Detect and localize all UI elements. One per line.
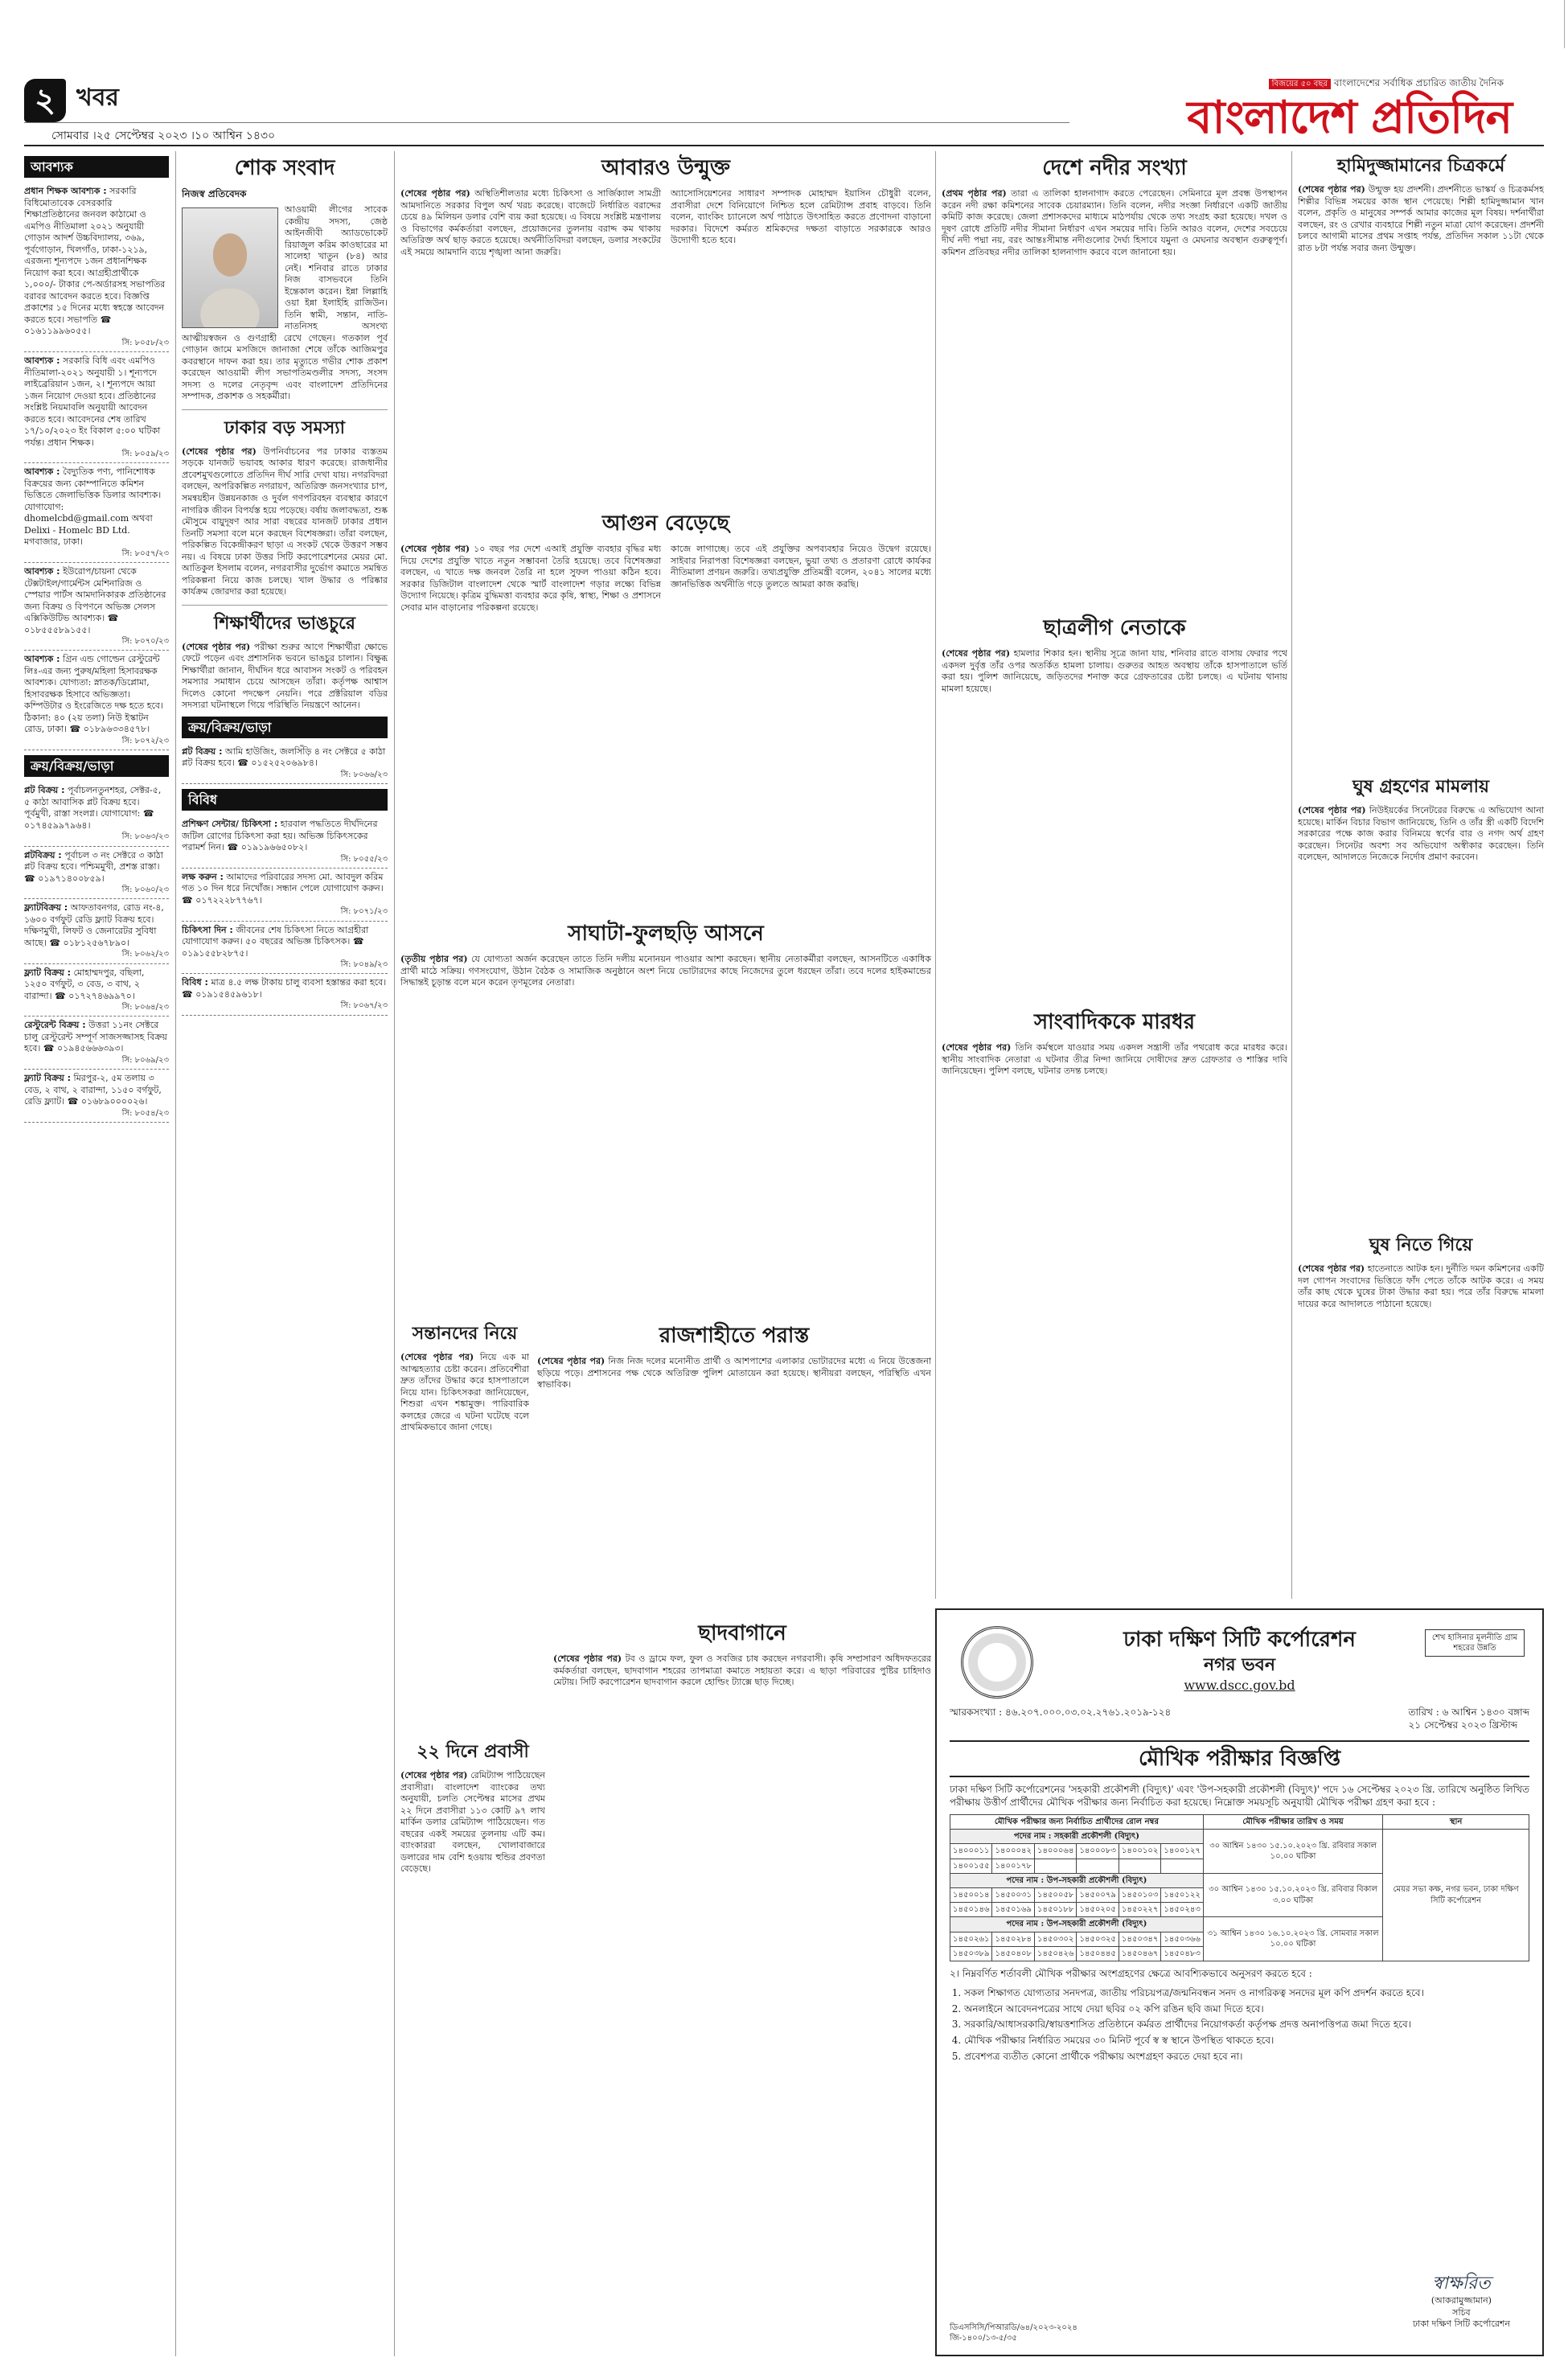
ghush2-story xyxy=(1298,1230,1544,1592)
dscc-seal-icon xyxy=(961,1626,1033,1698)
classified-ad xyxy=(24,352,169,463)
classified-ad xyxy=(24,563,169,651)
condition-item: 2. অনলাইনে আবেদনপত্রের সাথে দেয়া ছবির ০২ কপি রঙিন ছবি জমা দিতে হবে। xyxy=(964,2003,1529,2016)
shaghata-text: (তৃতীয় পৃষ্ঠার পর) যে যোগ্যতা অর্জন করেছেন তাতে তিনি দলীয় মনোনয়ন পাওয়ার আশা করছেন। স্থানীয় নেতাকর্মীরা বলছেন, আসনটিতে একাধিক প্রার্থী মাঠে সক্রিয়। গণসংযোগ, উঠান বৈঠক ও সামাজিক অনুষ্ঠানে অংশ নিয়ে ভোটারদের কাছে নিজেদের তুলে ধরছেন তাঁরা। তবে দলের হাইকমান্ডের সিদ্ধান্তই চূড়ান্ত বলে মনে করেন তৃণমূলের নেতারা। xyxy=(400,954,931,988)
classified-ad-ref: সি: ৮০৬৭/২৩ xyxy=(340,1001,388,1011)
notice-org2: নগর ভবন xyxy=(1203,1655,1276,1676)
hamid-story xyxy=(1298,151,1544,762)
notice-org: ঢাকা দক্ষিণ সিটি কর্পোরেশন xyxy=(1123,1628,1356,1652)
classified-heading: বিবিধ xyxy=(182,789,388,811)
classified-ad-title: ফ্ল্যাট বিক্রয় : xyxy=(24,967,72,978)
classified-ad xyxy=(24,183,169,352)
classified-ad xyxy=(182,743,388,784)
signature-mark: স্বাক্ষরিত xyxy=(1432,2273,1491,2294)
roll-cell: ১৪৫০১২২ xyxy=(1161,1888,1203,1903)
chhad-story xyxy=(553,1616,931,2356)
probashi-story xyxy=(400,1737,545,2356)
roll-cell: ১৪০০০৪২ xyxy=(992,1844,1034,1859)
roll-cell: ১৪৫০০১৪ xyxy=(950,1888,992,1903)
column-rule xyxy=(935,151,936,1599)
classified-ad xyxy=(24,899,169,963)
notice-code: ডিএসসিসি/পিআরডি/৬৪/২০২৩-২০২৪ জি-১৪০০/১৩-৫/৩৫ xyxy=(950,2323,1077,2343)
classified-ad-title: প্লটবিক্রয় : xyxy=(24,849,62,860)
table-header-place: স্থান xyxy=(1383,1815,1529,1830)
condition-item: 5. প্রবেশপত্র ব্যতীত কোনো প্রার্থীকে পরীক্ষায় অংশগ্রহণ করতে দেয়া হবে না। xyxy=(964,2051,1529,2064)
classified-heading: ক্রয়/বিক্রয়/ভাড়া xyxy=(182,717,388,738)
classified-ad-text: মাত্র ৪.৫ লক্ষ টাকায় চালু ব্যবসা হস্তান্তর করা হবে। ☎ ০১৯১৫৪৫৯৬১৮। xyxy=(182,977,387,1000)
child-story xyxy=(400,1319,529,1721)
classified-ad-ref: সি: ৮০৭১/২৩ xyxy=(340,907,388,917)
classified-ad xyxy=(24,463,169,563)
roll-cell: ১৪৫০০৫৮ xyxy=(1034,1888,1076,1903)
classified-ad-text: সরকারি বিধি এবং এমপিও নীতিমালা-২০২১ অনুযায়ী ১। শূন্যপদে লাইব্রেরিয়ান ১জন, ২। শূন্যপদে আয়া ১জন নিয়োগ দেওয়া হবে। প্রতিষ্ঠানের সংশ্লিষ্ট নিয়মাবলি অনুযায়ী আবেদন করতে হবে। আবেদনের শেষ তারিখ ১৭/১০/২০২৩ ইং বিকাল ৫:০০ ঘটিকা পর্যন্ত। প্রধান শিক্ষক। xyxy=(24,355,161,448)
classified-ad xyxy=(24,782,169,846)
classified-ad-ref: সি: ৮০৭০/২৩ xyxy=(121,637,169,647)
notice-conditions xyxy=(950,1987,1529,2064)
classified-ad-title: আবশ্যক : xyxy=(24,566,60,577)
post-name-cell: পদের নাম : উপ-সহকারী প্রকৌশলী (বিদ্যুৎ) xyxy=(950,1873,1204,1887)
table-header-roll: মৌখিক পরীক্ষার জন্য নির্বাচিত প্রার্থীদের রোল নম্বর xyxy=(950,1815,1204,1830)
classified-heading: আবশ্যক xyxy=(24,156,169,178)
schedule-cell: ৩১ আশ্বিন ১৪৩০ ১৬.১০.২০২৩ খ্রি. সোমবার সকাল ১০.০০ ঘটিকা xyxy=(1203,1917,1382,1961)
classified-ad-ref: সি: ৮০৪৯/২৩ xyxy=(340,960,388,970)
classified-ad-ref: সি: ৮০৬৩/২৩ xyxy=(121,832,169,842)
ghush2-headline: ঘুষ নিতে গিয়ে xyxy=(1369,1235,1473,1255)
roll-cell: ১৪৫০৪২৬ xyxy=(1034,1946,1076,1961)
dhaka-text: (শেষের পৃষ্ঠার পর) উপনির্বাচনের পর ঢাকার ব্যস্ততম সড়কে যানজট ভয়াবহ আকার ধারণ করেছে। রাজধানীর প্রবেশমুখগুলোতে প্রতিদিন দীর্ঘ সারি দেখা যায়। নগরবিদরা বলছেন, অপরিকল্পিত নগরায়ণ, অতিরিক্ত জনসংখ্যার চাপ, সমন্বয়হীন উন্নয়নকাজ ও দুর্বল গণপরিবহন ব্যবস্থার কারণে নাগরিক জীবন বিপর্যস্ত হয়ে পড়েছে। বর্ষায় জলাবদ্ধতা, শুষ্ক মৌসুমে বায়ুদূষণ আর সারা বছরের যানজট ঢাকার প্রধান তিনটি সমস্যা বলে মনে করছেন বিশেষজ্ঞরা। তাঁরা বলছেন, পরিকল্পিত বিকেন্দ্রীকরণ ছাড়া এ সংকট থেকে উত্তরণ সম্ভব নয়। এ বিষয়ে ঢাকা উত্তর সিটি করপোরেশনের মেয়র মো. আতিকুল ইসলাম বলেন, নগরবাসীর দুর্ভোগ কমাতে সমন্বিত পরিকল্পনা নিয়ে কাজ চলছে। খাল উদ্ধার ও পরিষ্কার কার্যক্রম জোরদার করা হয়েছে। xyxy=(182,446,388,598)
roll-cell: ১৪৫০০৭৯ xyxy=(1077,1888,1119,1903)
roll-cell: ১৪০০১৭৮ xyxy=(992,1859,1034,1873)
river-headline: দেশে নদীর সংখ্যা xyxy=(1042,156,1187,180)
classified-ad xyxy=(182,815,388,869)
column-rule xyxy=(175,151,176,2356)
roll-cell: ১৪৫০৪৬৭ xyxy=(1119,1946,1160,1961)
unsafe-text-1: (শেষের পৃষ্ঠার পর) অস্থিতিশীলতার মধ্যে চিকিৎসা ও সার্জিক্যাল সামগ্রী আমদানিতে সরকার বিপুল অর্থ খরচ করেছে। বাজেটে নির্ধারিত বরাদ্দের চেয়ে ৪৯ মিলিয়ন ডলার বেশি ব্যয় করা হয়েছে। এ বিষয়ে সংশ্লিষ্ট মন্ত্রণালয় ও বিভাগের কর্মকর্তারা বলছেন, প্রয়োজনের তুলনায় বরাদ্দ কম থাকায় অতিরিক্ত অর্থ ছাড় করতে হয়েছে। অর্থনীতিবিদরা বলছেন, ডলার সংকটের এই সময়ে আমদানি ব্যয়ে শৃঙ্খলা আনা জরুরি। xyxy=(400,188,662,257)
classified-ad-ref: সি: ৮০৬২/২৩ xyxy=(121,950,169,959)
notice-title: মৌখিক পরীক্ষার বিজ্ঞপ্তি xyxy=(950,1740,1529,1777)
sangbadik-story xyxy=(942,1005,1287,1592)
classified-ad-title: প্রশিক্ষণ সেন্টার/ চিকিৎসা : xyxy=(182,819,278,830)
classified-ad-text: মোহাম্মদপুর, বছিলা, ১২৫০ বর্গফুট, ৩ বেড, ৩ বাথ, ২ বারান্দা। ☎ ০১৭২৭৪৬৯৯৭০। xyxy=(24,967,145,1001)
roll-cell: ১৪৫০১৪৬ xyxy=(950,1903,992,1917)
left-news-column xyxy=(182,151,388,2356)
obituary-portrait xyxy=(182,207,278,328)
roll-cell: ১৪৫০৩২৫ xyxy=(1077,1932,1119,1946)
classified-ad-text: গ্রিন এন্ড গোল্ডেন রেস্টুরেন্ট লিঃ-এর জন্য পুরুষ/মহিলা হিসাবরক্ষক আবশ্যক। যোগ্যতা: স্নাতক/ডিপ্লোমা, হিসাবরক্ষক হিসাবে অভিজ্ঞতা। কম্পিউটার ও ইংরেজিতে দক্ষ হতে হবে। ঠিকানা: ৪০ (২য় তলা) নিউ ইস্কাটন রোড, ঢাকা। ☎ ০১৮৯৬৩৩৪৫৭৮। xyxy=(24,654,163,735)
chhatra-story xyxy=(942,611,1287,997)
classified-ad-ref: সি: ৮০৬০/২৩ xyxy=(121,885,169,895)
unsafe-headline: আবারও উন্মুক্ত xyxy=(601,156,730,180)
classified-ad-ref: সি: ৮০৫৪/২৩ xyxy=(121,1108,169,1118)
story-divider xyxy=(182,409,388,410)
child-headline: সন্তানদের নিয়ে xyxy=(412,1324,518,1344)
schedule-cell: ৩০ আশ্বিন ১৪৩০ ১৫.১০.২০২৩ খ্রি. রবিবার সকাল ১০.০০ ঘটিকা xyxy=(1203,1830,1382,1874)
classified-ad-text: মিরপুর-২, ৫ম তলায় ৩ বেড, ২ বাথ, ২ বারান্দা, ১১৫০ বর্গফুট, রেডি ফ্ল্যাট। ☎ ০১৬৮৯০০০০২৬। xyxy=(24,1073,162,1107)
hamid-text: (শেষের পৃষ্ঠার পর) উন্মুক্ত হয় প্রদর্শনী। প্রদর্শনীতে ভাস্কর্য ও চিত্রকর্মসহ শিল্পীর বিভিন্ন সময়ের কাজ স্থান পেয়েছে। শিল্পী হামিদুজ্জামান খান বলেন, প্রকৃতি ও মানুষের সম্পর্ক আমার কাজের মূল বিষয়। দর্শনার্থীরা বলছেন, রং ও রেখার ব্যবহারে শিল্পী নতুন মাত্রা যোগ করেছেন। প্রদর্শনী চলবে আগামী মাসের প্রথম সপ্তাহ পর্যন্ত, প্রতিদিন সকাল ১১টা থেকে রাত ৮টা পর্যন্ত সবার জন্য উন্মুক্ত। xyxy=(1298,184,1544,253)
heat-headline: আগুন বেড়েছে xyxy=(601,511,730,536)
classified-ad-title: প্লট বিক্রয় : xyxy=(182,745,223,757)
notice-memo: স্মারকসংখ্যা : ৪৬.২০৭.০০০.০৩.০২.২৭৬১.২০১৯-১২৪ xyxy=(950,1707,1172,1719)
classified-ad-text: উত্তরা ১১নং সেক্টরে চালু রেস্টুরেন্ট সম্পূর্ণ সাজসজ্জাসহ বিক্রয় হবে। ☎ ০১৯৪৫৬৬৬৩৯৩। xyxy=(24,1020,167,1054)
classified-ad-title: ফ্ল্যাট বিক্রয় : xyxy=(24,1073,72,1083)
classified-ad-title: প্লট বিক্রয় : xyxy=(24,785,65,796)
classified-ad-ref: সি: ৮০৭২/২৩ xyxy=(121,737,169,745)
classified-ad-title: লক্ষ করুন : xyxy=(182,871,224,882)
roll-cell: ১৪৫০৩০২ xyxy=(1034,1932,1076,1946)
roll-cell: ১৪৫০৪০৮ xyxy=(992,1946,1034,1961)
roll-cell: ১৪৫০২৪৩ xyxy=(1161,1903,1203,1917)
tag-badge: বিজয়ের ৫০ বছর xyxy=(1269,79,1331,89)
ghush-text: (শেষের পৃষ্ঠার পর) নিউইয়র্কের সিনেটরের বিরুদ্ধে এ অভিযোগ আনা হয়েছে। মার্কিন বিচার বিভাগ জানিয়েছে, তিনি ও তাঁর স্ত্রী একটি বিদেশি সরকারের পক্ষে কাজ করার বিনিময়ে স্বর্ণের বার ও নগদ অর্থ গ্রহণ করেছেন। সিনেটর অবশ্য সব অভিযোগ অস্বীকার করেছেন। তিনি বলেছেন, আদালতে নিজেকে নির্দোষ প্রমাণ করবেন। xyxy=(1298,805,1544,863)
classified-ad-ref: সি: ৮০৬৪/২৩ xyxy=(121,1003,169,1012)
dscc-notice xyxy=(935,1608,1544,2356)
sangbadik-text: (শেষের পৃষ্ঠার পর) তিনি কর্মস্থলে যাওয়ার সময় একদল সন্ত্রাসী তাঁর পথরোধ করে মারধর করে। স্থানীয় সাংবাদিক নেতারা এ ঘটনার তীব্র নিন্দা জানিয়ে দোষীদের দ্রুত গ্রেফতার ও শাস্তির দাবি জানিয়েছেন। পুলিশ বলছে, ঘটনার তদন্ত চলছে। xyxy=(942,1042,1287,1077)
shaghata-headline: সাঘাটা-ফুলছড়ি আসনে xyxy=(568,922,764,946)
classified-ad-text: হারবাল পদ্ধতিতে দীর্ঘদিনের জটিল রোগের চিকিৎসা করা হয়। অভিজ্ঞ চিকিৎসকের পরামর্শ নিন। ☎ ০১৯১৯৬৬৫০৮২। xyxy=(182,819,378,853)
schedule-cell: ৩০ আশ্বিন ১৪৩০ ১৫.১০.২০২৩ খ্রি. রবিবার বিকাল ৩.০০ ঘটিকা xyxy=(1203,1873,1382,1917)
roll-cell: ১৪৫০৪৮৩ xyxy=(1161,1946,1203,1961)
rajshahi-story xyxy=(537,1319,931,1608)
roll-cell: ১৪৫০২০৫ xyxy=(1077,1903,1119,1917)
classified-ad-text: পূর্বাচল ৩ নং সেক্টরে ৩ কাঠা প্লট বিক্রয় হবে। পশ্চিমমুখী, প্রশস্ত রাস্তা। ☎ ০১৯৭১৪০০৮৫৯। xyxy=(24,849,163,884)
classified-ad-title: ফ্ল্যাটবিক্রয় : xyxy=(24,902,68,914)
table-header-date: মৌখিক পরীক্ষার তারিখ ও সময় xyxy=(1203,1815,1382,1830)
tagline-text: বাংলাদেশের সর্বাধিক প্রচারিত জাতীয় দৈনিক xyxy=(1333,77,1504,88)
heat-story xyxy=(400,507,931,909)
roll-cell: ১৪৫০৪৪৫ xyxy=(1077,1946,1119,1961)
condition-item: 4. মৌখিক পরীক্ষার নির্ধারিত সময়ের ৩০ মিনিট পূর্বে স্ব স্ব স্থানে উপস্থিত থাকতে হবে। xyxy=(964,2035,1529,2047)
classified-ad-title: প্রধান শিক্ষক আবশ্যক : xyxy=(24,186,107,197)
chhatra-headline: ছাত্রলীগ নেতাকে xyxy=(1043,616,1186,640)
roll-cell: ১৪৫০০৩১ xyxy=(992,1888,1034,1903)
post-name-cell: পদের নাম : উপ-সহকারী প্রকৌশলী (বিদ্যুৎ) xyxy=(950,1917,1204,1932)
classified-ad xyxy=(24,964,169,1017)
roll-cell: ১৪৫০১০৩ xyxy=(1119,1888,1160,1903)
chhatra-text: (শেষের পৃষ্ঠার পর) হামলার শিকার হন। স্থানীয় সূত্রে জানা যায়, শনিবার রাতে বাসায় ফেরার পথে একদল দুর্বৃত্ত তাঁর ওপর অতর্কিত হামলা চালায়। গুরুতর আহত অবস্থায় তাঁকে হাসপাতালে ভর্তি করা হয়। পুলিশ জানিয়েছে, জড়িতদের শনাক্ত করে গ্রেফতারের চেষ্টা চলছে। এ ঘটনায় থানায় মামলা হয়েছে। xyxy=(942,648,1287,694)
signatory-name: (আকরামুজ্জামান) xyxy=(1430,2295,1492,2306)
classified-ad xyxy=(24,1017,169,1070)
classified-ad-title: আবশ্যক : xyxy=(24,355,60,366)
chhad-headline: ছাদবাগানে xyxy=(698,1621,786,1645)
classified-ad xyxy=(182,922,388,975)
roll-cell: ১৪৫০২৬১ xyxy=(950,1932,992,1946)
post-name-cell: পদের নাম : সহকারী প্রকৌশলী (বিদ্যুৎ) xyxy=(950,1830,1204,1844)
column-rule xyxy=(394,151,395,2356)
interview-schedule-table xyxy=(950,1814,1529,1961)
classified-ad-ref: সি: ৮০৬৯/২৩ xyxy=(121,1055,169,1065)
classified-ad-ref: সি: ৮০৫৯/২৩ xyxy=(121,450,169,459)
classified-ad xyxy=(182,869,388,922)
classified-ad xyxy=(182,974,388,1015)
hamid-headline: হামিদুজ্জামানের চিত্রকর্মে xyxy=(1336,156,1505,176)
heat-text-2: কাজে লাগাচ্ছে। তবে এই প্রযুক্তির অপব্যবহার নিয়েও উদ্বেগ রয়েছে। সাইবার নিরাপত্তা বিশেষজ্ঞরা বলছেন, ভুয়া তথ্য ও প্রতারণা রোধে কার্যকর নীতিমালা প্রণয়ন জরুরি। তথ্যপ্রযুক্তি প্রতিমন্ত্রী বলেন, ২০৪১ সালের মধ্যে জ্ঞানভিত্তিক অর্থনীতি গড়ে তুলতে আমরা কাজ করছি। xyxy=(671,544,931,589)
roll-cell: ১৪৫০৩৮৯ xyxy=(950,1946,992,1961)
roll-cell: ১৪০০০১১ xyxy=(950,1844,992,1859)
chhad-text: (শেষের পৃষ্ঠার পর) টব ও ড্রামে ফল, ফুল ও সবজির চাষ করছেন নগরবাসী। কৃষি সম্প্রসারণ অধিদফতরের কর্মকর্তারা বলছেন, ছাদবাগান শহরের তাপমাত্রা কমাতে সহায়তা করে। এ ছাড়া পরিবারের পুষ্টির চাহিদাও মেটায়। সিটি করপোরেশন ছাদবাগান করলে হোল্ডিং ট্যাক্সে ছাড় দিচ্ছে। xyxy=(553,1653,931,1688)
classified-ad xyxy=(24,651,169,750)
classified-ad-text: আমি হাউজিং, জলসিঁড়ি ৪ নং সেক্টরে ৫ কাঠা প্লট বিক্রয় হবে। ☎ ০১৫২৫২০৬৯৮৪। xyxy=(182,745,386,769)
column-rule xyxy=(1291,151,1292,1599)
condition-item: 1. সকল শিক্ষাগত যোগ্যতার সনদপত্র, জাতীয় পরিচয়পত্র/জন্মনিবন্ধন সনদ ও নাগরিকত্ব সনদের মূল কপি প্রদর্শন করতে হবে। xyxy=(964,1987,1529,2000)
ghush-story xyxy=(1298,772,1544,1222)
roll-cell: ১৪০০০৮৩ xyxy=(1077,1844,1119,1859)
classified-ad-ref: সি: ৮০৫৫/২৩ xyxy=(340,854,388,864)
classified-ad-ref: সি: ৮০৬৬/২৩ xyxy=(340,770,388,779)
roll-cell: ১৪৫০২২৭ xyxy=(1119,1903,1160,1917)
heat-text-1: (শেষের পৃষ্ঠার পর) ১০ বছর পর দেশে এআই প্রযুক্তি ব্যবহার বৃদ্ধির মধ্য দিয়ে দেশের প্রযুক্তি খাতে নতুন সম্ভাবনা তৈরি হয়েছে। তবে বিশেষজ্ঞরা বলছেন, এ খাতে দক্ষ জনবল তৈরি না হলে সুফল পাওয়া কঠিন হবে। সরকার ডিজিটাল বাংলাদেশ থেকে স্মার্ট বাংলাদেশ গড়ার লক্ষ্যে বিভিন্ন উদ্যোগ নিয়েছে। কৃত্রিম বুদ্ধিমত্তা ব্যবহার করে কৃষি, স্বাস্থ্য, শিক্ষা ও প্রশাসনে সেবার মান বাড়ানোর পরিকল্পনা রয়েছে। xyxy=(400,544,662,613)
obituary-headline: শোক সংবাদ xyxy=(234,156,335,180)
students-text: (শেষের পৃষ্ঠার পর) পরীক্ষা শুরুর আগে শিক্ষার্থীরা ক্ষোভে ফেটে পড়েন এবং প্রশাসনিক ভবনে ভাঙচুর চালান। বিক্ষুব্ধ শিক্ষার্থীরা জানান, দীর্ঘদিন ধরে আবাসন সংকট ও পরিবহন সমস্যার সমাধান চেয়ে আসছেন তাঁরা। কর্তৃপক্ষ আশ্বাস দিলেও কোনো পদক্ষেপ নেয়নি। পরে প্রক্টরিয়াল বডির সদস্যরা ঘটনাস্থলে গিয়ে পরিস্থিতি নিয়ন্ত্রণে আনেন। xyxy=(182,641,388,711)
classified-ad-title: আবশ্যক : xyxy=(24,654,60,665)
roll-cell: ১৪০০১০২ xyxy=(1119,1844,1160,1859)
classified-ad-text: সরকারি বিধিমোতাবেক বেসরকারি শিক্ষাপ্রতিষ্ঠানের জনবল কাঠামো ও এমপিও নীতিমালা ২০২১ অনুযায়ী গোড়ান আদর্শ উচ্চবিদ্যালয়, ৩৬৯, পূর্বগোড়ান, খিলগাঁও, ঢাকা-১২১৯, এরজন্য শূন্যপদে ১জন প্রধানশিক্ষক নিয়োগ করা হবে। আগ্রহীপ্রার্থীকে ১,০০০/- টাকার পে-অর্ডারসহ সভাপতির বরাবর আবেদন করতে হবে। বিজ্ঞপ্তি প্রকাশের ১৫ দিনের মধ্যে স্বহস্তে আবেদন করতে হবে। সভাপতি ☎ ০১৬১১৯৯৬০৫৫। xyxy=(24,186,166,337)
classified-ad-text: পূর্বাচলনতুনশহর, সেক্টর-৫, ৫ কাঠা আবাসিক প্লট বিক্রয় হবে। পূর্বমুখী, রাস্তা সংলগ্ন। যোগাযোগ: ☎ ০১৭৪৫৯৯৭৯৬৪। xyxy=(24,785,162,831)
classified-ad-text: ইউরোপ/চায়না থেকে টেক্সটাইল/গার্মেন্টস মেশিনারিজ ও স্পেয়ার পার্টস আমদানিকারক প্রতিষ্ঠানের জন্য বিক্রয় ও বিপণনে অভিজ্ঞ সেলস এক্সিকিউটিভ আবশ্যক। ☎ ০১৮৫৫৫৮৯১৫৫। xyxy=(24,566,166,635)
page-margin-mark xyxy=(1564,0,1565,48)
roll-cell xyxy=(1034,1859,1076,1873)
masthead-bottom-rule xyxy=(24,145,1544,146)
venue-cell: মেয়র সভা কক্ষ, নগর ভবন, ঢাকা দক্ষিণ সিটি কর্পোরেশন xyxy=(1383,1830,1529,1961)
classified-ad-text: আমাদের পরিবারের সদস্য মো. আবদুল করিম গত ১০ দিন ধরে নিখোঁজ। সন্ধান পেলে যোগাযোগ করুন। ☎ ০১৭২২২৮৭৭৬৭। xyxy=(182,871,384,906)
child-text: (শেষের পৃষ্ঠার পর) নিয়ে এক মা আত্মহত্যার চেষ্টা করেন। প্রতিবেশীরা দ্রুত তাঁদের উদ্ধার করে হাসপাতালে নিয়ে যান। চিকিৎসকরা জানিয়েছেন, শিশুরা এখন শঙ্কামুক্ত। পারিবারিক কলহের জেরে এ ঘটনা ঘটেছে বলে প্রাথমিকভাবে জানা গেছে। xyxy=(400,1352,529,1433)
students-headline: শিক্ষার্থীদের ভাঙচুরে xyxy=(214,613,355,634)
classified-ad xyxy=(24,847,169,900)
newspaper-logo: বাংলাদেশ প্রতিদিন xyxy=(1187,92,1512,144)
sangbadik-headline: সাংবাদিককে মারধর xyxy=(1033,1010,1196,1034)
signatory-org: ঢাকা দক্ষিণ সিটি কর্পোরেশন xyxy=(1412,2319,1510,2330)
classified-ad xyxy=(24,1070,169,1123)
story-divider xyxy=(182,605,388,606)
roll-cell: ১৪০০০৬৪ xyxy=(1034,1844,1076,1859)
notice-intro: ঢাকা দক্ষিণ সিটি কর্পোরেশনের 'সহকারী প্রকৌশলী (বিদ্যুৎ)' এবং 'উপ-সহকারী প্রকৌশলী (বিদ্যুৎ)' পদে ১৬ সেপ্টেম্বর ২০২৩ খ্রি. তারিখে অনুষ্ঠিত লিখিত পরীক্ষায় উত্তীর্ণ প্রার্থীদের মৌখিক পরীক্ষার জন্য নির্বাচিত করা হয়েছে। নিম্নোক্ত সময়সূচি অনুযায়ী মৌখিক পরীক্ষা গ্রহণ করা হবে : xyxy=(950,1784,1529,1809)
ghush-headline: ঘুষ গ্রহণের মামলায় xyxy=(1353,777,1489,797)
shaghata-story xyxy=(400,917,931,1303)
classified-ad-text: বৈদ্যুতিক পণ্য, পানিশোধক বিক্রয়ের জন্য কোম্পানিতে কমিশন ভিত্তিতে জেলাভিত্তিক ডিলার আবশ্যক। যোগাযোগ: dhomelcbd@gmail.com অথবা Delixi - Homelc BD Ltd. মগবাজার, ঢাকা। xyxy=(24,466,162,548)
ghush2-text: (শেষের পৃষ্ঠার পর) হাতেনাতে আটক হন। দুর্নীতি দমন কমিশনের একটি দল গোপন সংবাদের ভিত্তিতে ফাঁদ পেতে তাঁকে আটক করে। এ সময় তাঁর কাছ থেকে ঘুষের টাকা উদ্ধার করা হয়। পরে তাঁর বিরুদ্ধে মামলা দায়ের করে আদালতে পাঠানো হয়েছে। xyxy=(1298,1263,1544,1309)
obituary-byline: নিজস্ব প্রতিবেদক xyxy=(182,188,247,200)
classified-ad-text: আফতাবনগর, রোড নং-৪, ১৬০০ বর্গফুট রেডি ফ্ল্যাট বিক্রয় হবে। দক্ষিণমুখী, লিফট ও জেনারেটর সুবিধা আছে। ☎ ০১৮১২৫৬৭৮৯০। xyxy=(24,902,164,948)
roll-cell xyxy=(1077,1859,1119,1873)
classified-ad-ref: সি: ৮০৫৮/২৩ xyxy=(121,338,169,347)
classified-ad-title: বিবিধ : xyxy=(182,977,208,988)
obituary-text: আওয়ামী লীগের সাবেক কেন্দ্রীয় সদস্য, জেষ্ঠ আইনজীবী অ্যাডভোকেট রিয়াজুল করিম কাওছারের মা সালেহা খাতুন (৮৪) আর নেই। শনিবার রাতে ঢাকার নিজ বাসভবনে তিনি ইন্তেকাল করেন। ইন্না লিল্লাহি ওয়া ইন্না ইলাইহি রাজিউন। তিনি স্বামী, সন্তান, নাতি-নাতনিসহ অসংখ্য আত্মীয়স্বজন ও গুণগ্রাহী রেখে গেছেন। গতকাল পূর্ব গোড়ান জামে মসজিদে জানাজা শেষে তাঁকে আজিমপুর কবরস্থানে দাফন করা হয়। তার মৃত্যুতে গভীর শোক প্রকাশ করেছেন আওয়ামী লীগ সভাপতিমণ্ডলীর সদস্য, সংসদ সদস্য ও দলের নেতৃবৃন্দ এবং বাংলাদেশ প্রতিদিনের সম্পাদক, প্রকাশক ও সহকর্মীরা। xyxy=(182,204,388,402)
probashi-headline: ২২ দিনে প্রবাসী xyxy=(417,1742,529,1762)
condition-item: 3. সরকারি/আধাসরকারি/স্বায়ত্তশাসিত প্রতিষ্ঠানে কর্মরত প্রার্থীদের নিয়োগকর্তা কর্তৃপক্ষ প্রদত্ত অনাপত্তিপত্র জমা দিতে হবে। xyxy=(964,2019,1529,2031)
classified-ad-ref: সি: ৮০৫৭/২৩ xyxy=(121,548,169,558)
table-row xyxy=(950,1830,1529,1844)
unsafe-text-2: অ্যাসোসিয়েশনের সাধারণ সম্পাদক মোহাম্মদ ইয়াসিন চৌধুরী বলেন, প্রবাসীরা দেশে বিনিয়োগে নিশ্চিত হলে রেমিট্যান্স প্রবাহ বাড়বে। তিনি বলেন, ব্যাংকিং চ্যানেলে অর্থ পাঠাতে উৎসাহিত করতে প্রণোদনা বাড়ানো দরকার। বিদেশে কর্মরত শ্রমিকদের দক্ষতা বাড়াতে সরকারকে আরও উদ্যোগী হতে হবে। xyxy=(671,188,931,246)
roll-cell: ১৪৫০২৮৪ xyxy=(992,1932,1034,1946)
probashi-text: (শেষের পৃষ্ঠার পর) রেমিট্যান্স পাঠিয়েছেন প্রবাসীরা। বাংলাদেশ ব্যাংকের তথ্য অনুযায়ী, চলতি সেপ্টেম্বর মাসের প্রথম ২২ দিনে প্রবাসীরা ১১৩ কোটি ৯৭ লাখ মার্কিন ডলার রেমিট্যান্স পাঠিয়েছেন। গত বছরের একই সময়ের তুলনায় এটি কম। ব্যাংকাররা বলছেন, খোলাবাজারে ডলারের দাম বেশি হওয়ায় হুন্ডির প্রবণতা বেড়েছে। xyxy=(400,1770,545,1875)
roll-cell: ১৪৫০১৮৮ xyxy=(1034,1903,1076,1917)
classified-ad-title: রেস্টুরেন্ট বিক্রয় : xyxy=(24,1020,86,1031)
notice-website: www.dscc.gov.bd xyxy=(1184,1678,1295,1694)
section-name: খবর xyxy=(76,84,119,112)
notice-signature xyxy=(1413,2272,1510,2331)
notice-conditions-heading: ২। নিম্নবর্ণিত শর্তাবলী মৌখিক পরীক্ষার অংশগ্রহণের ক্ষেত্রে আবশ্যিকভাবে অনুসরণ করতে হবে : xyxy=(950,1967,1312,1979)
dhaka-headline: ঢাকার বড় সমস্যা xyxy=(224,417,345,438)
signatory-title: সচিব xyxy=(1452,2306,1471,2318)
classified-ad-text: জীবনের শেষ চিকিৎসা নিতে আগ্রহীরা যোগাযোগ করুন। ৫০ বছরের অভিজ্ঞ চিকিৎসক। ☎ ০১৯১৫৫৮২৮৭৫। xyxy=(182,924,369,959)
river-story xyxy=(942,151,1287,602)
issue-date: সোমবার ।২৫ সেপ্টেম্বর ২০২৩ ।১০ আশ্বিন ১৪৩০ xyxy=(51,129,276,142)
roll-cell: ১৪৫০৩৬৬ xyxy=(1161,1932,1203,1946)
roll-cell: ১৪০০১২৭ xyxy=(1161,1844,1203,1859)
masthead-rule xyxy=(24,122,1069,123)
roll-cell: ১৪৫০১৬৯ xyxy=(992,1903,1034,1917)
roll-cell xyxy=(1119,1859,1160,1873)
rajshahi-headline: রাজশাহীতে পরাস্ত xyxy=(659,1324,810,1348)
classified-ad-title: চিকিৎসা দিন : xyxy=(182,924,233,935)
notice-corner-box: শেখ হাসিনার মূলনীতি গ্রাম শহরের উন্নতি xyxy=(1425,1629,1525,1657)
roll-cell: ১৪৫০৩৪৭ xyxy=(1119,1932,1160,1946)
page-number: ২ xyxy=(24,79,66,122)
roll-cell: ১৪০০১৫৫ xyxy=(950,1859,992,1873)
notice-ref-line xyxy=(950,1707,1529,1732)
unsafe-story xyxy=(400,151,931,497)
classified-heading: ক্রয়/বিক্রয়/ভাড়া xyxy=(24,755,169,777)
notice-date: তারিখ : ৬ আশ্বিন ১৪৩০ বঙ্গাব্দ ২১ সেপ্টেম্বর ২০২৩ খ্রিস্টাব্দ xyxy=(1408,1707,1529,1731)
classifieds-column xyxy=(24,151,169,2356)
rajshahi-text: (শেষের পৃষ্ঠার পর) নিজ নিজ দলের মনোনীত প্রার্থী ও আশপাশের এলাকার ভোটারদের মধ্যে এ নিয়ে উত্তেজনা ছড়িয়ে পড়ে। প্রশাসনের পক্ষ থেকে অতিরিক্ত পুলিশ মোতায়েন করা হয়েছে। স্থানীয়রা বলছেন, পরিস্থিতি এখন স্বাভাবিক। xyxy=(537,1356,931,1390)
roll-cell xyxy=(1161,1859,1203,1873)
classified-ad-title: আবশ্যক : xyxy=(24,466,60,478)
river-text: (প্রথম পৃষ্ঠার পর) তারা এ তালিকা হালনাগাদ করতে পেরেছেন। সেমিনারে মূল প্রবন্ধ উপস্থাপন করেন নদী রক্ষা কমিশনের সাবেক চেয়ারম্যান। তিনি বলেন, নদীর সংজ্ঞা নির্ধারণে একটি জাতীয় কমিটি কাজ করেছে। জেলা প্রশাসকদের মাধ্যমে মাঠপর্যায় থেকে তথ্য সংগ্রহ করা হয়েছে। দখল ও দূষণ রোধে প্রতিটি নদীর সীমানা নির্ধারণ এখন সময়ের দাবি। তিনি আরও বলেন, দেশের সবচেয়ে দীর্ঘ নদী পদ্মা নয়, বরং আন্তঃসীমান্ত নদীগুলোর দৈর্ঘ্য হিসাবে যমুনা ও মেঘনার অবস্থান গুরুত্বপূর্ণ। কমিশন প্রতিবছর নদীর তালিকা হালনাগাদ করবে বলে জানানো হয়। xyxy=(942,188,1287,257)
